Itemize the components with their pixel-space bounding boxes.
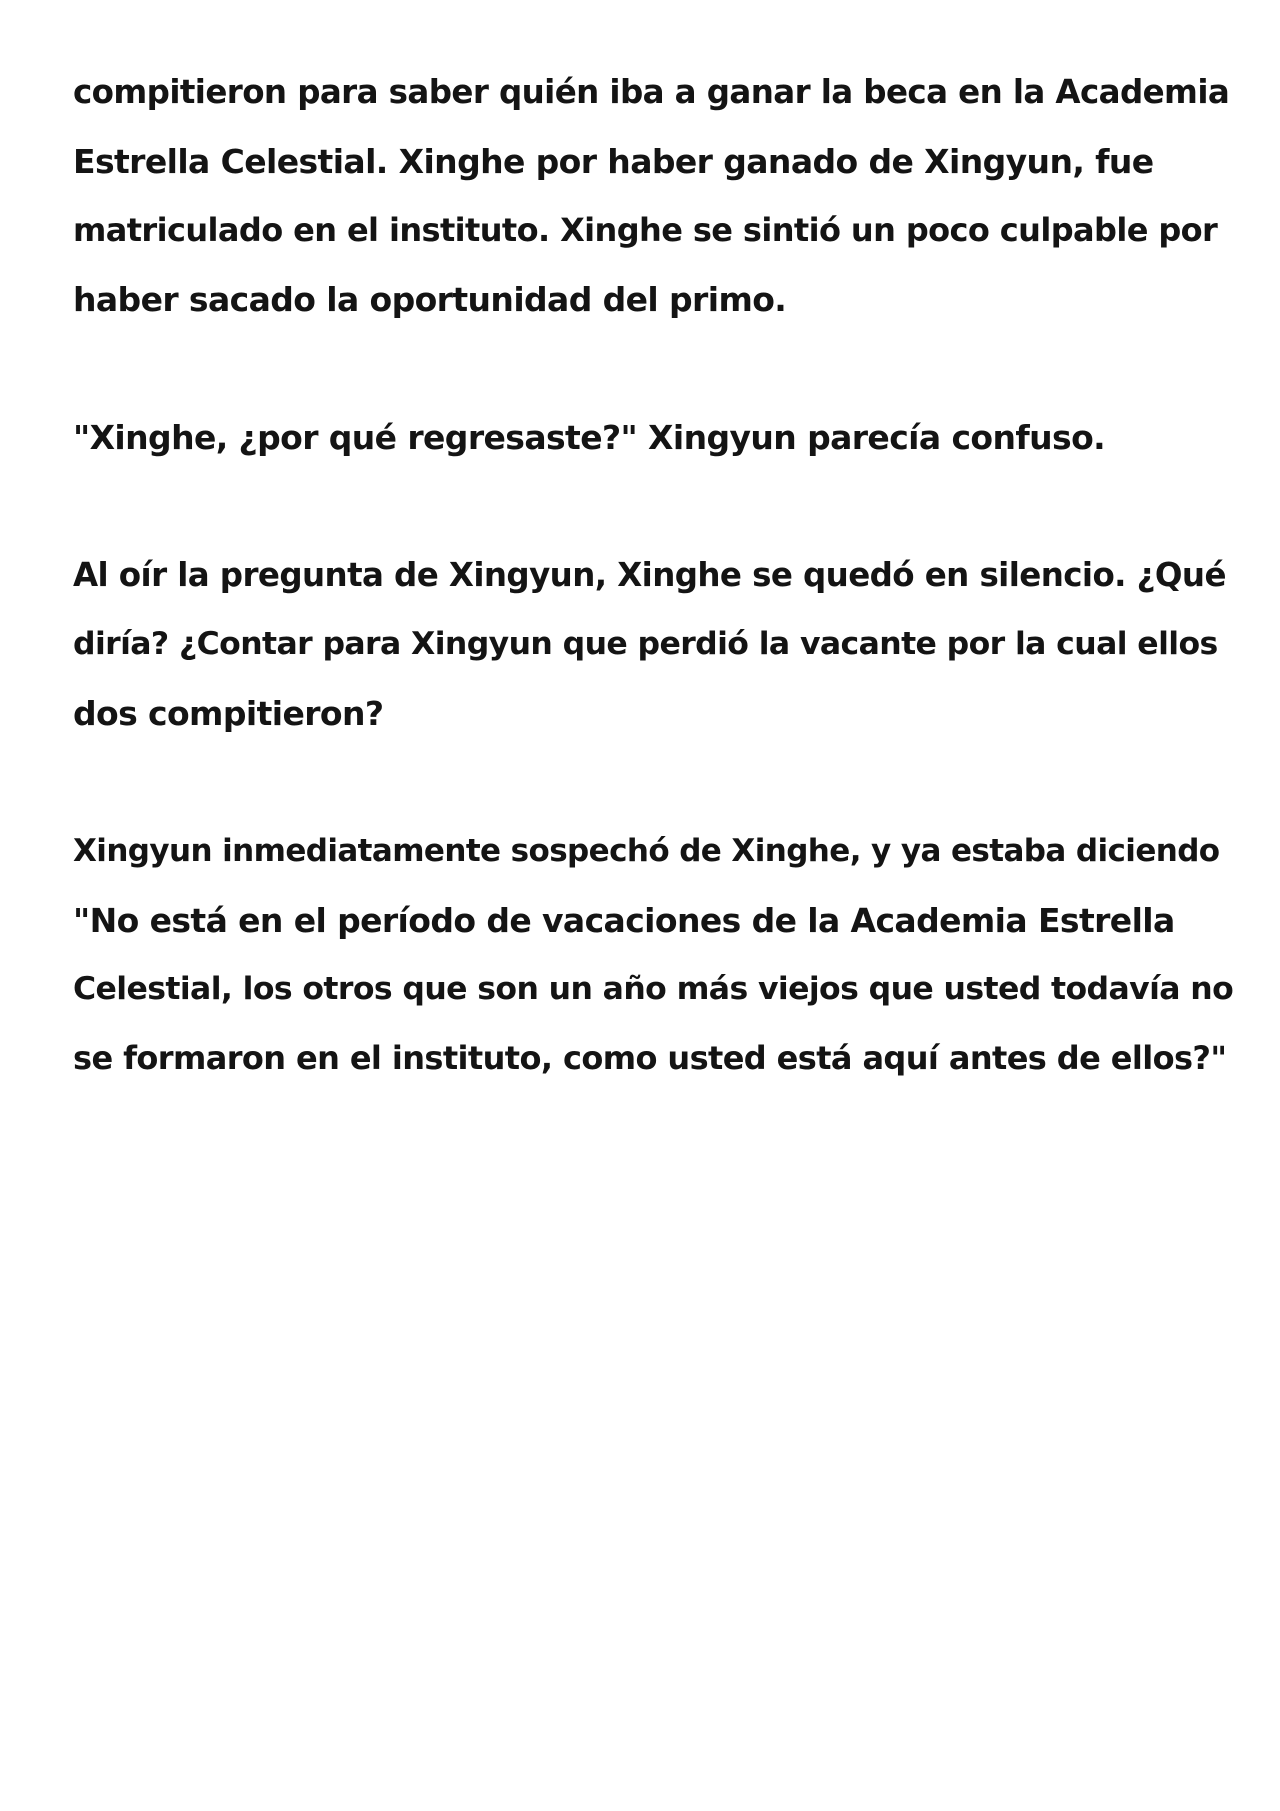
text-line: compitieron para saber quién iba a ganar la beca en la Academia — [73, 73, 1230, 111]
paragraph-3 — [73, 541, 1233, 748]
paragraph-2 — [73, 403, 1233, 472]
text-line: se formaron en el instituto, como usted está aquí antes de ellos?" — [73, 1039, 1227, 1077]
document-page — [73, 58, 1233, 1162]
paragraph-4 — [73, 817, 1233, 1093]
text-line: "No está en el período de vacaciones de la Academia Estrella — [73, 901, 1175, 940]
text-line: diría? ¿Contar para Xingyun que perdió la vacante por la cual ellos — [73, 626, 1218, 662]
text-line: matriculado en el instituto. Xinghe se sintió un poco culpable por — [73, 211, 1218, 249]
paragraph-1 — [73, 58, 1233, 334]
text-line: dos compitieron? — [73, 694, 384, 733]
text-line: Al oír la pregunta de Xingyun, Xinghe se quedó en silencio. ¿Qué — [73, 556, 1226, 594]
text-line: Celestial, los otros que son un año más viejos que usted todavía no — [73, 971, 1234, 1007]
text-line: "Xinghe, ¿por qué regresaste?" Xingyun parecía confuso. — [73, 418, 1106, 457]
text-line: haber sacado la oportunidad del primo. — [73, 280, 787, 319]
text-line: Xingyun inmediatamente sospechó de Xinghe, y ya estaba diciendo — [73, 833, 1220, 869]
text-line: Estrella Celestial. Xinghe por haber ganado de Xingyun, fue — [73, 142, 1154, 181]
